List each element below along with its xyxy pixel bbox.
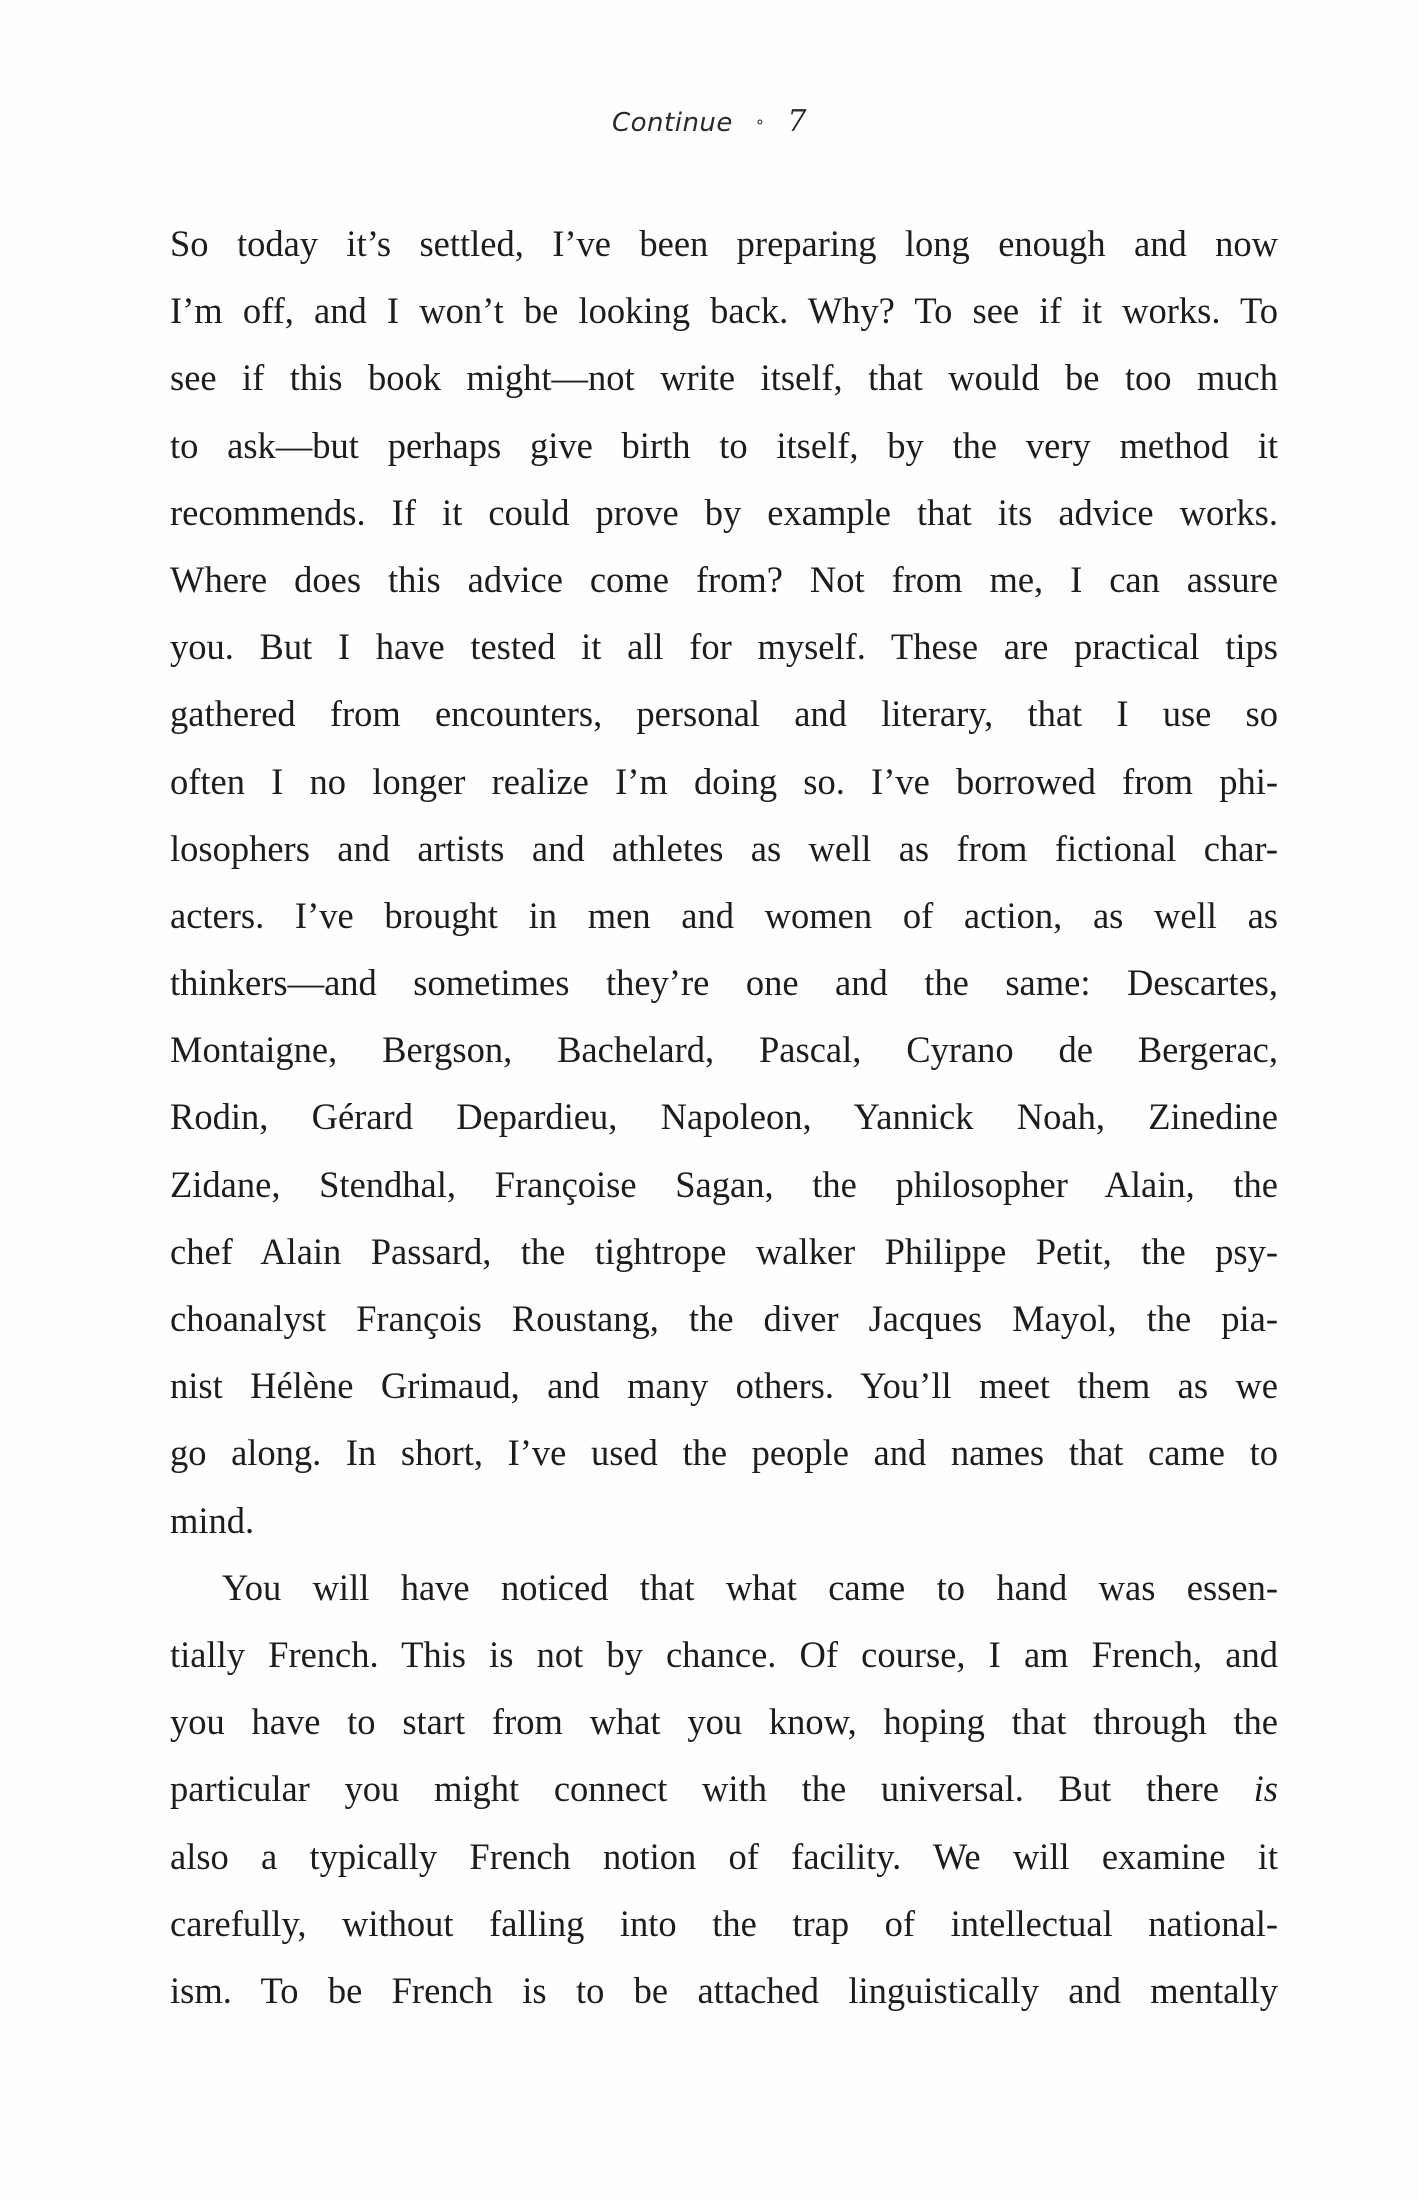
- body-text: [170, 210, 1278, 2024]
- text-segment: particular you might connect with the universal. But there: [170, 1768, 1254, 1810]
- text-line: carefully, without falling into the trap of intellectual national-: [170, 1902, 1278, 1944]
- text-line: ism. To be French is to be attached linguistically and mentally: [170, 1969, 1278, 2011]
- text-line: choanalyst François Roustang, the diver Jacques Mayol, the pia-: [170, 1298, 1278, 1339]
- text-line: you. But I have tested it all for myself. These are practical tips: [170, 626, 1278, 668]
- text-line: Montaigne, Bergson, Bachelard, Pascal, Cyrano de Bergerac,: [170, 1029, 1278, 1071]
- text-line: gathered from encounters, personal and literary, that I use so: [170, 693, 1278, 735]
- text-line: mind.: [170, 1499, 255, 1541]
- text-line: Rodin, Gérard Depardieu, Napoleon, Yannick Noah, Zinedine: [170, 1096, 1278, 1138]
- text-line: you have to start from what you know, hoping that through the: [170, 1701, 1278, 1743]
- text-line: recommends. If it could prove by example that its advice works.: [170, 491, 1278, 533]
- text-line: acters. I’ve brought in men and women of action, as well as: [170, 894, 1278, 936]
- text-line: go along. In short, I’ve used the people and names that came to: [170, 1432, 1278, 1474]
- text-line: nist Hélène Grimaud, and many others. You’ll meet them as we: [170, 1365, 1278, 1407]
- text-line: also a typically French notion of facility. We will examine it: [170, 1835, 1278, 1877]
- text-line: chef Alain Passard, the tightrope walker Philippe Petit, the psy-: [170, 1230, 1278, 1272]
- text-line: You will have noticed that what came to hand was essen-: [222, 1566, 1278, 1608]
- running-head: [0, 104, 1419, 139]
- text-line: often I no longer realize I’m doing so. I’ve borrowed from phi-: [170, 760, 1278, 802]
- text-line: tially French. This is not by chance. Of course, I am French, and: [170, 1633, 1278, 1675]
- text-line: see if this book might—not write itself, that would be too much: [170, 357, 1278, 399]
- text-line: So today it’s settled, I’ve been preparing long enough and now: [170, 223, 1278, 264]
- page-number: 7: [787, 104, 808, 139]
- text-line: I’m off, and I won’t be looking back. Why? To see if it works. To: [170, 290, 1278, 332]
- text-line: thinkers—and sometimes they’re one and the same: Descartes,: [170, 962, 1278, 1004]
- paragraph-1: [170, 210, 1278, 1554]
- text-line-with-emphasis: [170, 1755, 1278, 1822]
- emphasis-word: is: [1253, 1768, 1278, 1810]
- paragraph-2: [170, 1554, 1278, 2024]
- text-line: Where does this advice come from? Not from me, I can assure: [170, 558, 1278, 600]
- text-line: losophers and artists and athletes as well as from fictional char-: [170, 827, 1278, 869]
- running-head-separator: ∘: [754, 112, 766, 131]
- text-line: to ask—but perhaps give birth to itself, by the very method it: [170, 424, 1278, 466]
- running-head-title: Continue: [611, 108, 733, 138]
- text-line: Zidane, Stendhal, Françoise Sagan, the philosopher Alain, the: [170, 1163, 1278, 1205]
